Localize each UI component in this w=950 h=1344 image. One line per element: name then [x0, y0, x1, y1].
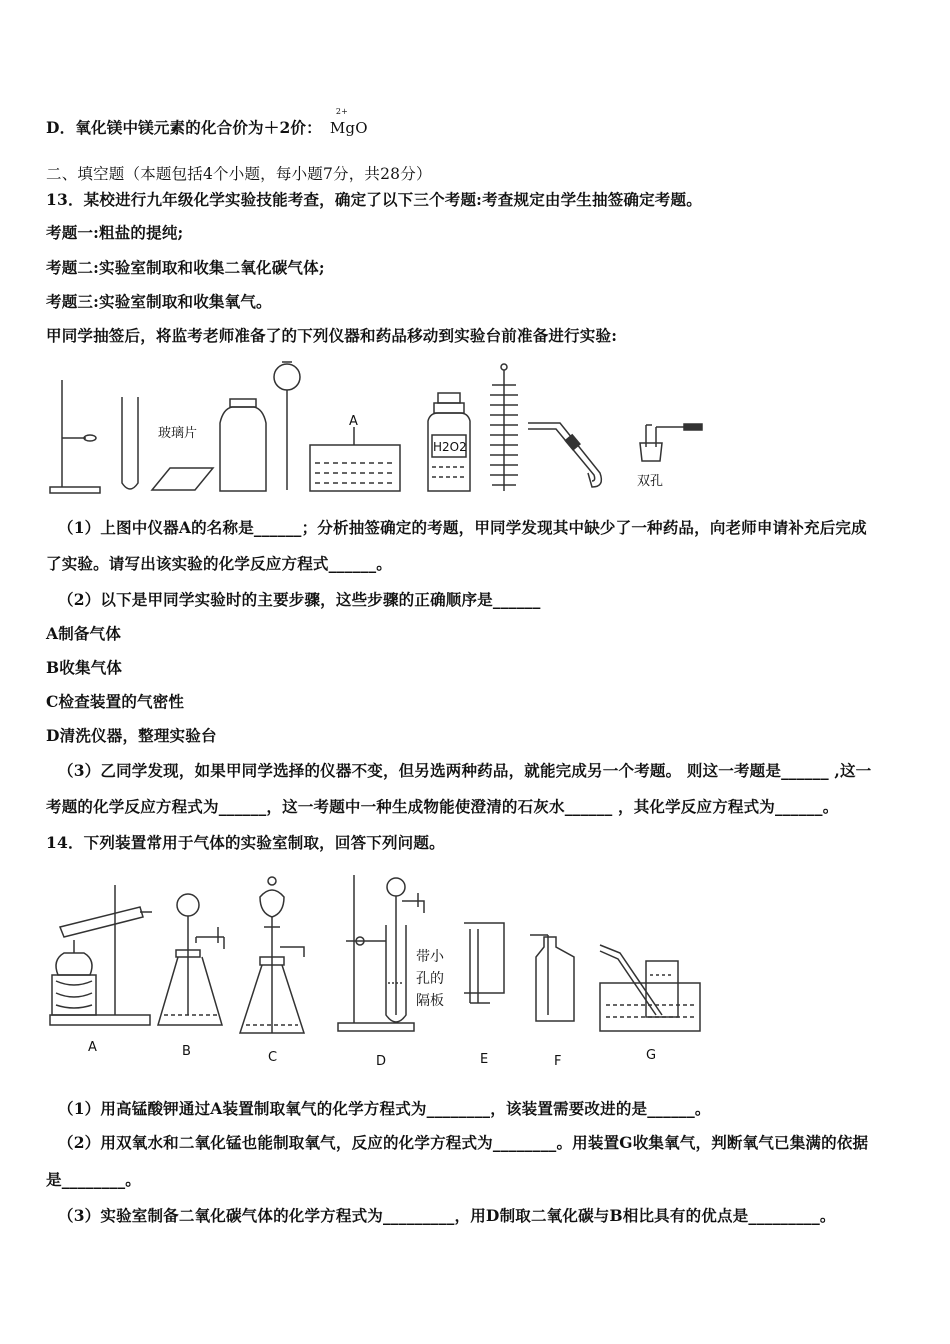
q14-p2b: 是________。 — [46, 1170, 142, 1189]
h2o2-label: H2O2 — [433, 440, 467, 454]
q14-intro: 14．下列装置常用于气体的实验室制取，回答下列问题。 — [46, 833, 445, 852]
apparatus-d — [338, 875, 424, 1031]
instrument-a-label: A — [349, 414, 358, 429]
topic-1: 考题一:粗盐的提纯; — [46, 223, 184, 242]
funnel-illustration — [274, 362, 300, 490]
apparatus-e — [464, 923, 504, 1003]
label-a: A — [88, 1040, 97, 1055]
q13-intro: 13．某校进行九年级化学实验技能考查，确定了以下三个考题:考查规定由学生抽签确定考题。 — [46, 190, 702, 209]
label-b: B — [182, 1044, 191, 1059]
section-title: 二、填空题（本题包括4个小题，每小题7分，共28分） — [46, 165, 432, 183]
label-g: G — [646, 1048, 657, 1063]
apparatus-f — [530, 935, 574, 1021]
label-e: E — [480, 1052, 489, 1067]
q13-lead: 甲同学抽签后，将监考老师准备了的下列仪器和药品移动到实验台前准备进行实验: — [46, 326, 618, 345]
mgo-text: MgO — [329, 119, 368, 137]
q14-p1: （1）用高锰酸钾通过A装置制取氧气的化学方程式为________，该装置需要改进的是______。 — [58, 1099, 711, 1118]
q14-p3: （3）实验室制备二氧化碳气体的化学方程式为_________，用D制取二氧化碳与B相比具有的优点是_________。 — [58, 1206, 836, 1225]
topic-3: 考题三:实验室制取和收集氧气。 — [46, 292, 272, 311]
apparatus-c — [240, 877, 304, 1033]
q13-p2: （2）以下是甲同学实验时的主要步骤，这些步骤的正确顺序是______ — [58, 590, 541, 609]
wide-mouth-bottle-illustration — [220, 399, 266, 491]
figure-1-apparatus — [40, 355, 720, 505]
q13-p1b: 了实验。请写出该实验的化学反应方程式______。 — [46, 554, 393, 573]
double-hole-stopper-illustration — [640, 424, 702, 461]
plate-label-1: 带小 — [416, 949, 444, 965]
q14-p2a: （2）用双氧水和二氧化锰也能制取氧气，反应的化学方程式为________。用装置G收集氧气，判断氧气已集满的依据 — [58, 1133, 869, 1152]
plate-label-2: 孔的 — [416, 971, 444, 987]
glass-slide-label: 玻璃片 — [158, 426, 198, 441]
label-c: C — [268, 1050, 278, 1065]
topic-2: 考题二:实验室制取和收集二氧化碳气体; — [46, 258, 325, 277]
q13-p3b: 考题的化学反应方程式为______，这一考题中一种生成物能使澄清的石灰水______ ，其化学反应方程式为______。 — [46, 797, 839, 816]
label-d: D — [376, 1054, 387, 1069]
brush-illustration — [490, 364, 518, 491]
option-d — [46, 107, 368, 138]
figure-2-apparatus — [40, 865, 720, 1075]
double-hole-label: 双孔 — [637, 474, 664, 489]
step-a: A制备气体 — [46, 624, 122, 643]
delivery-tube-illustration — [528, 423, 601, 487]
step-c: C检查装置的气密性 — [46, 692, 185, 711]
test-tube-illustration — [122, 397, 138, 489]
apparatus-b — [158, 894, 224, 1025]
label-f: F — [554, 1054, 562, 1069]
q13-p1a: （1）上图中仪器A的名称是______；分析抽签确定的考题，甲同学发现其中缺少了一种药品，向老师申请补充后完成 — [58, 518, 867, 537]
glass-slide-illustration — [152, 468, 213, 490]
option-d-text: D．氧化镁中镁元素的化合价为＋2价： — [46, 118, 322, 137]
trough-illustration — [310, 427, 400, 491]
apparatus-g — [600, 945, 700, 1031]
apparatus-a — [50, 885, 152, 1025]
mgo-charge: 2+ — [335, 107, 349, 116]
q13-p3a: （3）乙同学发现，如果甲同学选择的仪器不变，但另选两种药品，就能完成另一个考题。 则这一考题是______ ,这一 — [58, 761, 872, 780]
mgo-formula — [329, 107, 368, 137]
iron-stand-illustration — [50, 380, 100, 493]
step-d: D清洗仪器，整理实验台 — [46, 726, 217, 745]
step-b: B收集气体 — [46, 658, 123, 677]
plate-label-3: 隔板 — [416, 993, 444, 1009]
